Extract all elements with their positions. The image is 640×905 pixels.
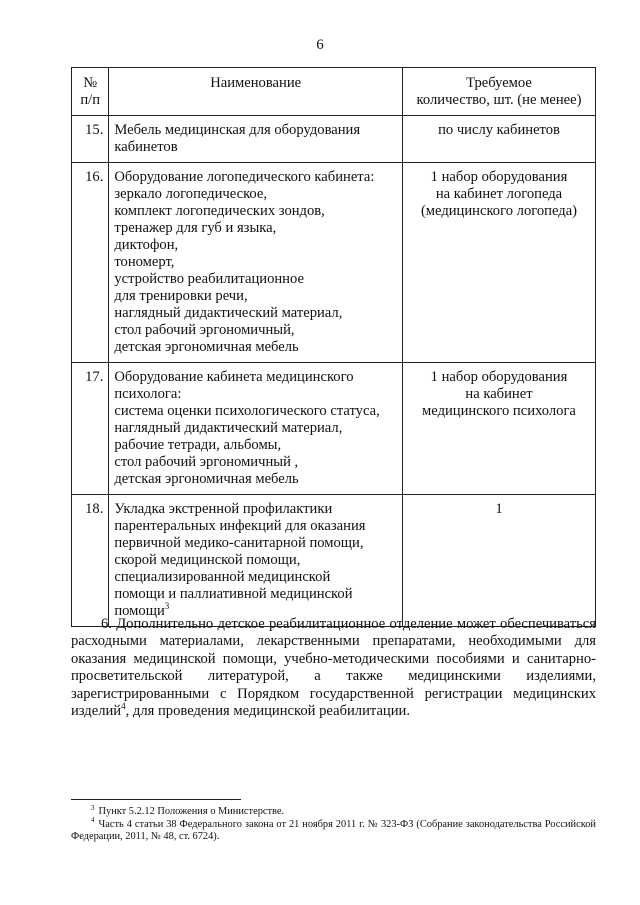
row-number: 15. (72, 116, 109, 163)
row-name (109, 495, 403, 627)
row-name (109, 163, 403, 363)
quantity-line: 1 набор оборудования (430, 369, 568, 385)
name-line: парентеральных инфекций для оказания (114, 518, 366, 534)
table-row (72, 163, 596, 363)
name-line: детская эргономичная мебель (114, 339, 299, 355)
name-line: помощи и паллиативной медицинской (114, 586, 353, 602)
quantity-line: медицинского психолога (422, 403, 576, 419)
quantity-line: 1 (495, 501, 503, 517)
row-name (109, 363, 403, 495)
quantity-line: 1 набор оборудования (430, 169, 568, 185)
name-line: рабочие тетради, альбомы, (114, 437, 282, 453)
footnote-text: Пункт 5.2.12 Положения о Министерстве. (98, 806, 285, 817)
row-number: 17. (72, 363, 109, 495)
footnote-divider (71, 799, 241, 800)
name-line: зеркало логопедическое, (114, 186, 268, 202)
name-line: психолога: (114, 386, 182, 402)
equipment-table (71, 67, 596, 627)
name-line: Мебель медицинская для оборудования (114, 122, 361, 138)
footnote-text: Часть 4 статьи 38 Федерального закона от 21 ноября 2011 г. № 323-ФЗ (Собрание законодательства Российской Федерации, 2011, № 48, ст. 6724). (71, 818, 596, 843)
quantity-line: на кабинет (465, 386, 533, 402)
footnotes (71, 803, 596, 844)
footnote-3 (71, 803, 596, 819)
quantity-line: (медицинского логопеда) (420, 203, 578, 219)
paragraph-6: 6. Дополнительно детское реабилитационное отделение может обеспечиваться расходными материалами, лекарственными препаратами, необходимыми для оказания медицинской помощи, учебно-методическими пособиями и санитарно-просветительской литературой, а также медицинскими изделиями, зарегистрированными с Порядком государственной регистрации медицинских изделий$^4$, для проведения медицинской реабилитации. (71, 616, 596, 720)
name-line: скорой медицинской помощи, (114, 552, 301, 568)
row-quantity (402, 116, 595, 163)
name-line: стол рабочий эргономичный , (114, 454, 299, 470)
header-name: Наименование (109, 68, 403, 116)
page-number: 6 (316, 37, 324, 53)
name-line: Укладка экстренной профилактики (114, 501, 333, 517)
header-qty: Требуемое количество, шт. (не менее) (402, 68, 595, 116)
table-row (72, 116, 596, 163)
quantity-line: на кабинет логопеда (435, 186, 563, 202)
row-quantity (402, 495, 595, 627)
table-row (72, 363, 596, 495)
name-line: помощи$^3$ (114, 601, 170, 619)
name-line: система оценки психологического статуса, (114, 403, 380, 419)
name-line: специализированной медицинской (114, 569, 331, 585)
footnote-ref-4: 4 (121, 701, 126, 712)
row-number: 16. (72, 163, 109, 363)
name-line: диктофон, (114, 237, 179, 253)
row-quantity (402, 163, 595, 363)
table-row (72, 495, 596, 627)
name-line: Оборудование кабинета медицинского (114, 369, 354, 385)
name-line: тренажер для губ и языка, (114, 220, 277, 236)
name-line: устройство реабилитационное (114, 271, 304, 287)
name-line: кабинетов (114, 139, 178, 155)
name-line: первичной медико-санитарной помощи, (114, 535, 364, 551)
row-number: 18. (72, 495, 109, 627)
row-name (109, 116, 403, 163)
header-num: № п/п (72, 68, 109, 116)
quantity-line: по числу кабинетов (438, 122, 560, 138)
name-line: стол рабочий эргономичный, (114, 322, 295, 338)
name-line: комплект логопедических зондов, (114, 203, 325, 219)
row-quantity (402, 363, 595, 495)
name-line: детская эргономичная мебель (114, 471, 299, 487)
name-line: Оборудование логопедического кабинета: (114, 169, 375, 185)
name-line: для тренировки речи, (114, 288, 248, 304)
footnote-ref-3: 3 (164, 601, 170, 612)
table-header-row (72, 68, 596, 116)
footnote-4 (71, 816, 596, 844)
name-line: тономерт, (114, 254, 175, 270)
name-line: наглядный дидактический материал, (114, 420, 343, 436)
footnote-mark: 4 (91, 816, 95, 825)
footnote-mark: 3 (91, 803, 95, 812)
name-line: наглядный дидактический материал, (114, 305, 343, 321)
